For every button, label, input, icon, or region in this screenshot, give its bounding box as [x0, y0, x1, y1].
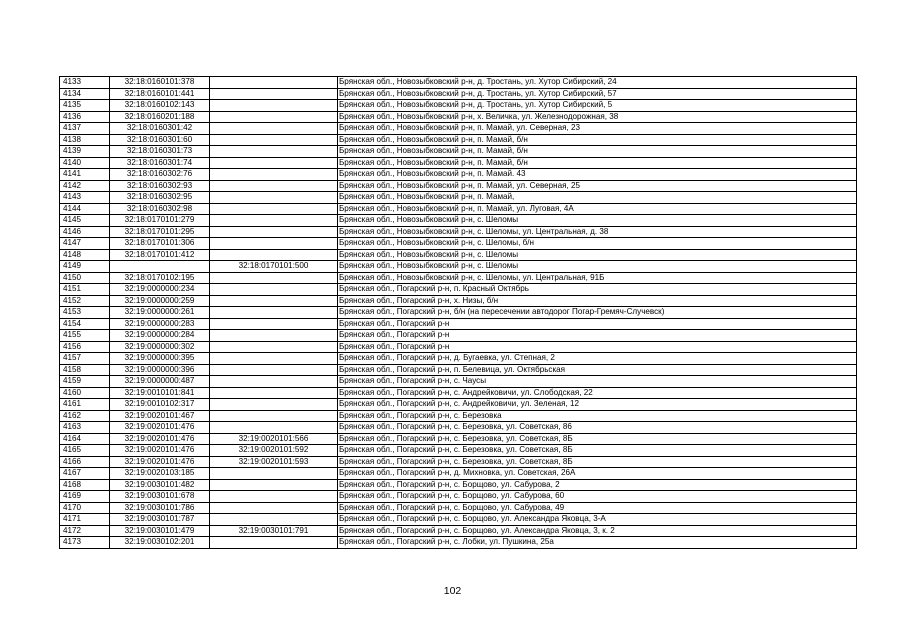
- related-cadastral-number-cell: [210, 491, 338, 503]
- address-cell: Брянская обл., Новозыбковский р-н, с. Шеломы: [338, 261, 857, 273]
- row-number-cell: 4142: [60, 180, 110, 192]
- cadastral-number-cell: 32:19:0030101:479: [110, 525, 210, 537]
- related-cadastral-number-cell: [210, 479, 338, 491]
- related-cadastral-number-cell: [210, 249, 338, 261]
- table-row: [60, 468, 857, 480]
- table-row: [60, 422, 857, 434]
- cadastral-number-cell: 32:18:0160102:143: [110, 100, 210, 112]
- cadastral-number-cell: 32:18:0160301:60: [110, 134, 210, 146]
- page-number: 102: [443, 585, 462, 597]
- related-cadastral-number-cell: [210, 353, 338, 365]
- row-number-cell: 4140: [60, 157, 110, 169]
- related-cadastral-number-cell: [210, 77, 338, 89]
- related-cadastral-number-cell: [210, 410, 338, 422]
- row-number-cell: 4150: [60, 272, 110, 284]
- cadastral-number-cell: 32:19:0000000:395: [110, 353, 210, 365]
- row-number-cell: 4141: [60, 169, 110, 181]
- related-cadastral-number-cell: [210, 514, 338, 526]
- cadastral-number-cell: 32:19:0030102:201: [110, 537, 210, 549]
- address-cell: Брянская обл., Новозыбковский р-н, с. Шеломы, ул. Центральная, 91Б: [338, 272, 857, 284]
- address-cell: Брянская обл., Новозыбковский р-н, п. Мамай,: [338, 192, 857, 204]
- address-cell: Брянская обл., Погарский р-н, п. Красный Октябрь: [338, 284, 857, 296]
- related-cadastral-number-cell: 32:18:0170101:500: [210, 261, 338, 273]
- address-cell: Брянская обл., Новозыбковский р-н, д. Тростань, ул. Хутор Сибирский, 57: [338, 88, 857, 100]
- row-number-cell: 4162: [60, 410, 110, 422]
- row-number-cell: 4170: [60, 502, 110, 514]
- table-row: [60, 376, 857, 388]
- cadastral-number-cell: 32:19:0020101:476: [110, 422, 210, 434]
- related-cadastral-number-cell: [210, 318, 338, 330]
- row-number-cell: 4163: [60, 422, 110, 434]
- address-cell: Брянская обл., Погарский р-н, с. Борщово, ул. Александра Яковца, 3-А: [338, 514, 857, 526]
- related-cadastral-number-cell: [210, 364, 338, 376]
- table-row: [60, 272, 857, 284]
- related-cadastral-number-cell: [210, 134, 338, 146]
- address-cell: Брянская обл., Погарский р-н, х. Низы, б/н: [338, 295, 857, 307]
- address-cell: Брянская обл., Погарский р-н: [338, 341, 857, 353]
- address-cell: Брянская обл., Погарский р-н, б/н (на пересечении автодорог Погар-Гремяч-Случевск): [338, 307, 857, 319]
- cadastral-number-cell: 32:19:0020101:476: [110, 433, 210, 445]
- table-row: [60, 525, 857, 537]
- related-cadastral-number-cell: [210, 88, 338, 100]
- cadastral-number-cell: 32:19:0020101:476: [110, 445, 210, 457]
- table-row: [60, 77, 857, 89]
- table-row: [60, 157, 857, 169]
- address-cell: Брянская обл., Погарский р-н, п. Белевица, ул. Октябрьская: [338, 364, 857, 376]
- related-cadastral-number-cell: [210, 502, 338, 514]
- table-row: [60, 479, 857, 491]
- row-number-cell: 4171: [60, 514, 110, 526]
- row-number-cell: 4149: [60, 261, 110, 273]
- related-cadastral-number-cell: [210, 295, 338, 307]
- table-row: [60, 146, 857, 158]
- address-cell: Брянская обл., Погарский р-н, с. Андрейковичи, ул. Зеленая, 12: [338, 399, 857, 411]
- cadastral-number-cell: 32:19:0000000:487: [110, 376, 210, 388]
- row-number-cell: 4158: [60, 364, 110, 376]
- address-cell: Брянская обл., Новозыбковский р-н, с. Шеломы: [338, 215, 857, 227]
- row-number-cell: 4145: [60, 215, 110, 227]
- related-cadastral-number-cell: [210, 123, 338, 135]
- row-number-cell: 4156: [60, 341, 110, 353]
- row-number-cell: 4154: [60, 318, 110, 330]
- row-number-cell: 4137: [60, 123, 110, 135]
- related-cadastral-number-cell: [210, 376, 338, 388]
- row-number-cell: 4144: [60, 203, 110, 215]
- address-cell: Брянская обл., Новозыбковский р-н, с. Шеломы, б/н: [338, 238, 857, 250]
- cadastral-number-cell: 32:19:0030101:678: [110, 491, 210, 503]
- table-row: [60, 456, 857, 468]
- address-cell: Брянская обл., Новозыбковский р-н, с. Шеломы: [338, 249, 857, 261]
- row-number-cell: 4139: [60, 146, 110, 158]
- cadastral-number-cell: 32:19:0030101:786: [110, 502, 210, 514]
- cadastral-number-cell: 32:18:0160301:42: [110, 123, 210, 135]
- table-row: [60, 180, 857, 192]
- row-number-cell: 4138: [60, 134, 110, 146]
- table-row: [60, 364, 857, 376]
- cadastral-number-cell: 32:18:0170101:295: [110, 226, 210, 238]
- address-cell: Брянская обл., Новозыбковский р-н, п. Мамай, б/н: [338, 134, 857, 146]
- address-cell: Брянская обл., Погарский р-н, с. Березовка, ул. Советская, 86: [338, 422, 857, 434]
- cadastral-number-cell: 32:18:0170101:306: [110, 238, 210, 250]
- address-cell: Брянская обл., Новозыбковский р-н, д. Тростань, ул. Хутор Сибирский, 24: [338, 77, 857, 89]
- related-cadastral-number-cell: [210, 146, 338, 158]
- table-row: [60, 134, 857, 146]
- address-cell: Брянская обл., Погарский р-н, с. Борщово, ул. Сабурова, 2: [338, 479, 857, 491]
- row-number-cell: 4159: [60, 376, 110, 388]
- related-cadastral-number-cell: 32:19:0020101:593: [210, 456, 338, 468]
- table-row: [60, 387, 857, 399]
- table-row: [60, 284, 857, 296]
- cadastral-number-cell: 32:19:0000000:283: [110, 318, 210, 330]
- address-cell: Брянская обл., Новозыбковский р-н, с. Шеломы, ул. Центральная, д. 38: [338, 226, 857, 238]
- address-cell: Брянская обл., Погарский р-н, с. Березовка, ул. Советская, 8Б: [338, 433, 857, 445]
- related-cadastral-number-cell: [210, 100, 338, 112]
- cadastral-number-cell: 32:19:0030101:482: [110, 479, 210, 491]
- row-number-cell: 4152: [60, 295, 110, 307]
- table-row: [60, 399, 857, 411]
- cadastral-number-cell: 32:18:0160302:76: [110, 169, 210, 181]
- cadastral-number-cell: 32:19:0000000:234: [110, 284, 210, 296]
- row-number-cell: 4165: [60, 445, 110, 457]
- related-cadastral-number-cell: [210, 226, 338, 238]
- table-row: [60, 514, 857, 526]
- address-cell: Брянская обл., Погарский р-н, д. Бугаевка, ул. Степная, 2: [338, 353, 857, 365]
- address-cell: Брянская обл., Новозыбковский р-н, п. Мамай, ул. Луговая, 4А: [338, 203, 857, 215]
- address-cell: Брянская обл., Погарский р-н, с. Березовка, ул. Советская, 8Б: [338, 456, 857, 468]
- cadastral-number-cell: 32:18:0160302:98: [110, 203, 210, 215]
- row-number-cell: 4136: [60, 111, 110, 123]
- table-row: [60, 410, 857, 422]
- address-cell: Брянская обл., Погарский р-н, с. Березовка, ул. Советская, 8Б: [338, 445, 857, 457]
- address-cell: Брянская обл., Погарский р-н, с. Лобки, ул. Пушкина, 25а: [338, 537, 857, 549]
- address-cell: Брянская обл., Погарский р-н, д. Михновка, ул. Советская, 26А: [338, 468, 857, 480]
- related-cadastral-number-cell: [210, 341, 338, 353]
- address-cell: Брянская обл., Погарский р-н, с. Березовка: [338, 410, 857, 422]
- row-number-cell: 4160: [60, 387, 110, 399]
- related-cadastral-number-cell: [210, 330, 338, 342]
- table-row: [60, 318, 857, 330]
- table-row: [60, 226, 857, 238]
- cadastral-number-cell: 32:18:0160201:188: [110, 111, 210, 123]
- address-cell: Брянская обл., Погарский р-н, с. Чаусы: [338, 376, 857, 388]
- row-number-cell: 4134: [60, 88, 110, 100]
- row-number-cell: 4173: [60, 537, 110, 549]
- address-cell: Брянская обл., Новозыбковский р-н, п. Мамай, б/н: [338, 146, 857, 158]
- address-cell: Брянская обл., Новозыбковский р-н, п. Мамай, ул. Северная, 23: [338, 123, 857, 135]
- cadastral-number-cell: [110, 261, 210, 273]
- table-row: [60, 261, 857, 273]
- table-row: [60, 307, 857, 319]
- related-cadastral-number-cell: [210, 180, 338, 192]
- registry-table-body: [60, 77, 857, 549]
- address-cell: Брянская обл., Погарский р-н: [338, 318, 857, 330]
- related-cadastral-number-cell: [210, 399, 338, 411]
- related-cadastral-number-cell: [210, 215, 338, 227]
- cadastral-number-cell: 32:19:0010101:841: [110, 387, 210, 399]
- row-number-cell: 4157: [60, 353, 110, 365]
- cadastral-number-cell: 32:19:0020103:185: [110, 468, 210, 480]
- table-row: [60, 249, 857, 261]
- row-number-cell: 4147: [60, 238, 110, 250]
- table-row: [60, 203, 857, 215]
- address-cell: Брянская обл., Новозыбковский р-н, д. Тростань, ул. Хутор Сибирский, 5: [338, 100, 857, 112]
- cadastral-number-cell: 32:18:0160101:441: [110, 88, 210, 100]
- address-cell: Брянская обл., Новозыбковский р-н, х. Величка, ул. Железнодорожная, 38: [338, 111, 857, 123]
- table-row: [60, 169, 857, 181]
- table-row: [60, 88, 857, 100]
- related-cadastral-number-cell: [210, 169, 338, 181]
- table-row: [60, 445, 857, 457]
- table-row: [60, 123, 857, 135]
- row-number-cell: 4146: [60, 226, 110, 238]
- related-cadastral-number-cell: [210, 307, 338, 319]
- address-cell: Брянская обл., Новозыбковский р-н, п. Мамай. 43: [338, 169, 857, 181]
- related-cadastral-number-cell: [210, 422, 338, 434]
- row-number-cell: 4167: [60, 468, 110, 480]
- row-number-cell: 4169: [60, 491, 110, 503]
- related-cadastral-number-cell: [210, 537, 338, 549]
- cadastral-number-cell: 32:19:0030101:787: [110, 514, 210, 526]
- cadastral-number-cell: 32:18:0160302:95: [110, 192, 210, 204]
- table-row: [60, 215, 857, 227]
- related-cadastral-number-cell: [210, 111, 338, 123]
- related-cadastral-number-cell: 32:19:0020101:592: [210, 445, 338, 457]
- table-row: [60, 341, 857, 353]
- cadastral-number-cell: 32:19:0000000:302: [110, 341, 210, 353]
- row-number-cell: 4151: [60, 284, 110, 296]
- related-cadastral-number-cell: [210, 238, 338, 250]
- related-cadastral-number-cell: [210, 203, 338, 215]
- table-row: [60, 537, 857, 549]
- related-cadastral-number-cell: [210, 272, 338, 284]
- row-number-cell: 4148: [60, 249, 110, 261]
- related-cadastral-number-cell: 32:19:0030101:791: [210, 525, 338, 537]
- cadastral-number-cell: 32:18:0160302:93: [110, 180, 210, 192]
- table-row: [60, 353, 857, 365]
- cadastral-number-cell: 32:18:0170101:279: [110, 215, 210, 227]
- related-cadastral-number-cell: [210, 192, 338, 204]
- address-cell: Брянская обл., Погарский р-н, с. Борщово, ул. Сабурова, 49: [338, 502, 857, 514]
- row-number-cell: 4168: [60, 479, 110, 491]
- cadastral-number-cell: 32:18:0170101:412: [110, 249, 210, 261]
- cadastral-number-cell: 32:18:0160101:378: [110, 77, 210, 89]
- cadastral-number-cell: 32:18:0170102:195: [110, 272, 210, 284]
- row-number-cell: 4135: [60, 100, 110, 112]
- cadastral-number-cell: 32:19:0000000:396: [110, 364, 210, 376]
- table-row: [60, 100, 857, 112]
- row-number-cell: 4164: [60, 433, 110, 445]
- row-number-cell: 4172: [60, 525, 110, 537]
- table-row: [60, 192, 857, 204]
- table-row: [60, 433, 857, 445]
- related-cadastral-number-cell: [210, 284, 338, 296]
- row-number-cell: 4153: [60, 307, 110, 319]
- cadastral-number-cell: 32:19:0000000:284: [110, 330, 210, 342]
- cadastral-number-cell: 32:19:0000000:261: [110, 307, 210, 319]
- related-cadastral-number-cell: [210, 387, 338, 399]
- registry-table: [59, 76, 857, 549]
- row-number-cell: 4161: [60, 399, 110, 411]
- row-number-cell: 4143: [60, 192, 110, 204]
- table-row: [60, 491, 857, 503]
- cadastral-number-cell: 32:19:0010102:317: [110, 399, 210, 411]
- address-cell: Брянская обл., Погарский р-н: [338, 330, 857, 342]
- row-number-cell: 4155: [60, 330, 110, 342]
- table-row: [60, 295, 857, 307]
- cadastral-number-cell: 32:19:0000000:259: [110, 295, 210, 307]
- address-cell: Брянская обл., Новозыбковский р-н, п. Мамай, б/н: [338, 157, 857, 169]
- table-row: [60, 330, 857, 342]
- cadastral-number-cell: 32:18:0160301:74: [110, 157, 210, 169]
- related-cadastral-number-cell: [210, 157, 338, 169]
- table-row: [60, 238, 857, 250]
- related-cadastral-number-cell: 32:19:0020101:566: [210, 433, 338, 445]
- row-number-cell: 4166: [60, 456, 110, 468]
- row-number-cell: 4133: [60, 77, 110, 89]
- table-row: [60, 502, 857, 514]
- cadastral-number-cell: 32:18:0160301:73: [110, 146, 210, 158]
- address-cell: Брянская обл., Новозыбковский р-н, п. Мамай, ул. Северная, 25: [338, 180, 857, 192]
- address-cell: Брянская обл., Погарский р-н, с. Борщово, ул. Сабурова, 60: [338, 491, 857, 503]
- cadastral-number-cell: 32:19:0020101:467: [110, 410, 210, 422]
- table-row: [60, 111, 857, 123]
- related-cadastral-number-cell: [210, 468, 338, 480]
- address-cell: Брянская обл., Погарский р-н, с. Андрейковичи, ул. Слободская, 22: [338, 387, 857, 399]
- cadastral-number-cell: 32:19:0020101:476: [110, 456, 210, 468]
- address-cell: Брянская обл., Погарский р-н, с. Борщово, ул. Александра Яковца, 3, к. 2: [338, 525, 857, 537]
